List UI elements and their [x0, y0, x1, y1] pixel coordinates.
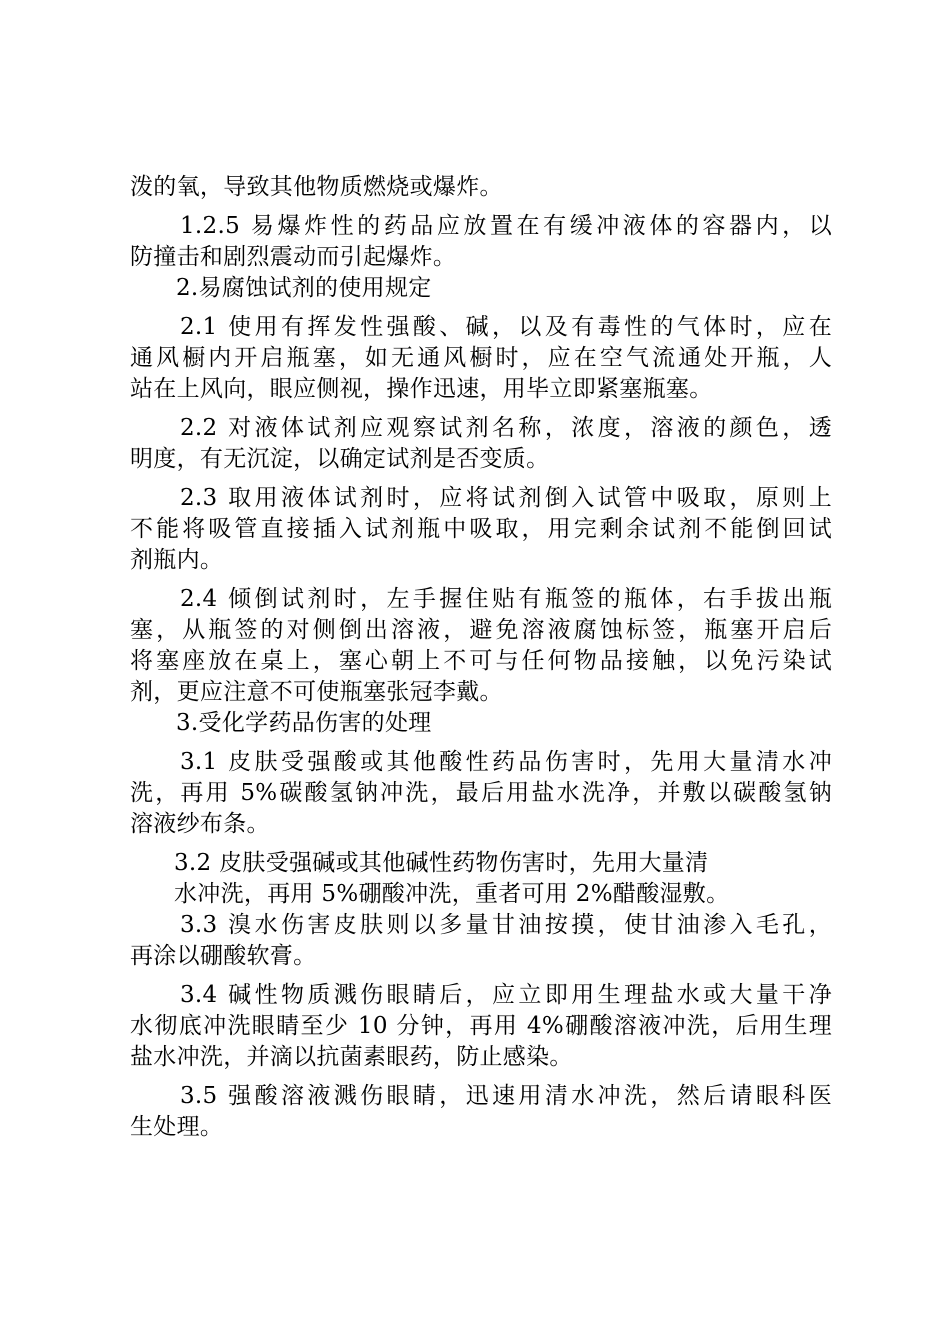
paragraph-2-4-line-3: 将塞座放在桌上，塞心朝上不可与任何物品接触，以免污染试	[130, 648, 832, 674]
paragraph-1-2-5-line-1: 1.2.5 易爆炸性的药品应放置在有缓冲液体的容器内，以	[180, 213, 832, 239]
paragraph-2-1-line-1: 2.1 使用有挥发性强酸、碱，以及有毒性的气体时，应在	[180, 314, 832, 340]
section-heading-3: 3.受化学药品伤害的处理	[176, 710, 432, 736]
paragraph-3-2-line-1: 3.2 皮肤受强碱或其他碱性药物伤害时，先用大量清	[174, 850, 709, 876]
section-heading-2: 2.易腐蚀试剂的使用规定	[176, 275, 432, 301]
paragraph-2-3-line-3: 剂瓶内。	[130, 547, 224, 573]
paragraph-2-3-line-1: 2.3 取用液体试剂时，应将试剂倒入试管中吸取，原则上	[180, 485, 832, 511]
paragraph-3-1-line-2: 洗，再用 5%碳酸氢钠冲洗，最后用盐水洗净，并敷以碳酸氢钠	[130, 780, 832, 806]
paragraph-2-4-line-2: 塞，从瓶签的对侧倒出溶液，避免溶液腐蚀标签，瓶塞开启后	[130, 617, 832, 643]
paragraph-3-4-line-3: 盐水冲洗，并滴以抗菌素眼药，防止感染。	[130, 1044, 573, 1070]
paragraph-3-3-line-1: 3.3 溴水伤害皮肤则以多量甘油按摸，使甘油渗入毛孔，	[180, 912, 832, 938]
paragraph-3-4-line-2: 水彻底冲洗眼睛至少 10 分钟，再用 4%硼酸溶液冲洗，后用生理	[130, 1013, 832, 1039]
paragraph-2-1-line-2: 通风橱内开启瓶塞，如无通风橱时，应在空气流通处开瓶，人	[130, 345, 832, 371]
document-body	[130, 172, 832, 1143]
paragraph-3-2-line-2: 水冲洗，再用 5%硼酸冲洗，重者可用 2%醋酸湿敷。	[174, 881, 730, 907]
paragraph-1-2-5-line-2: 防撞击和剧烈震动而引起爆炸。	[130, 244, 457, 270]
paragraph-3-5-line-1: 3.5 强酸溶液溅伤眼睛，迅速用清水冲洗，然后请眼科医	[180, 1083, 832, 1109]
paragraph-2-4-line-4: 剂，更应注意不可使瓶塞张冠李戴。	[130, 679, 503, 705]
paragraph-3-3-line-2: 再涂以硼酸软膏。	[130, 943, 317, 969]
paragraph-2-2-line-2: 明度，有无沉淀，以确定试剂是否变质。	[130, 446, 550, 472]
paragraph-2-3-line-2: 不能将吸管直接插入试剂瓶中吸取，用完剩余试剂不能倒回试	[130, 516, 832, 542]
paragraph-3-1-line-3: 溶液纱布条。	[130, 811, 270, 837]
text-line: 泼的氧，导致其他物质燃烧或爆炸。	[130, 174, 503, 200]
paragraph-2-2-line-1: 2.2 对液体试剂应观察试剂名称，浓度，溶液的颜色，透	[180, 415, 832, 441]
paragraph-3-4-line-1: 3.4 碱性物质溅伤眼睛后，应立即用生理盐水或大量干净	[180, 982, 832, 1008]
paragraph-2-1-line-3: 站在上风向，眼应侧视，操作迅速，用毕立即紧塞瓶塞。	[130, 376, 713, 402]
paragraph-3-5-line-2: 生处理。	[130, 1114, 224, 1140]
paragraph-3-1-line-1: 3.1 皮肤受强酸或其他酸性药品伤害时，先用大量清水冲	[180, 749, 832, 775]
paragraph-2-4-line-1: 2.4 倾倒试剂时，左手握住贴有瓶签的瓶体，右手拔出瓶	[180, 586, 832, 612]
